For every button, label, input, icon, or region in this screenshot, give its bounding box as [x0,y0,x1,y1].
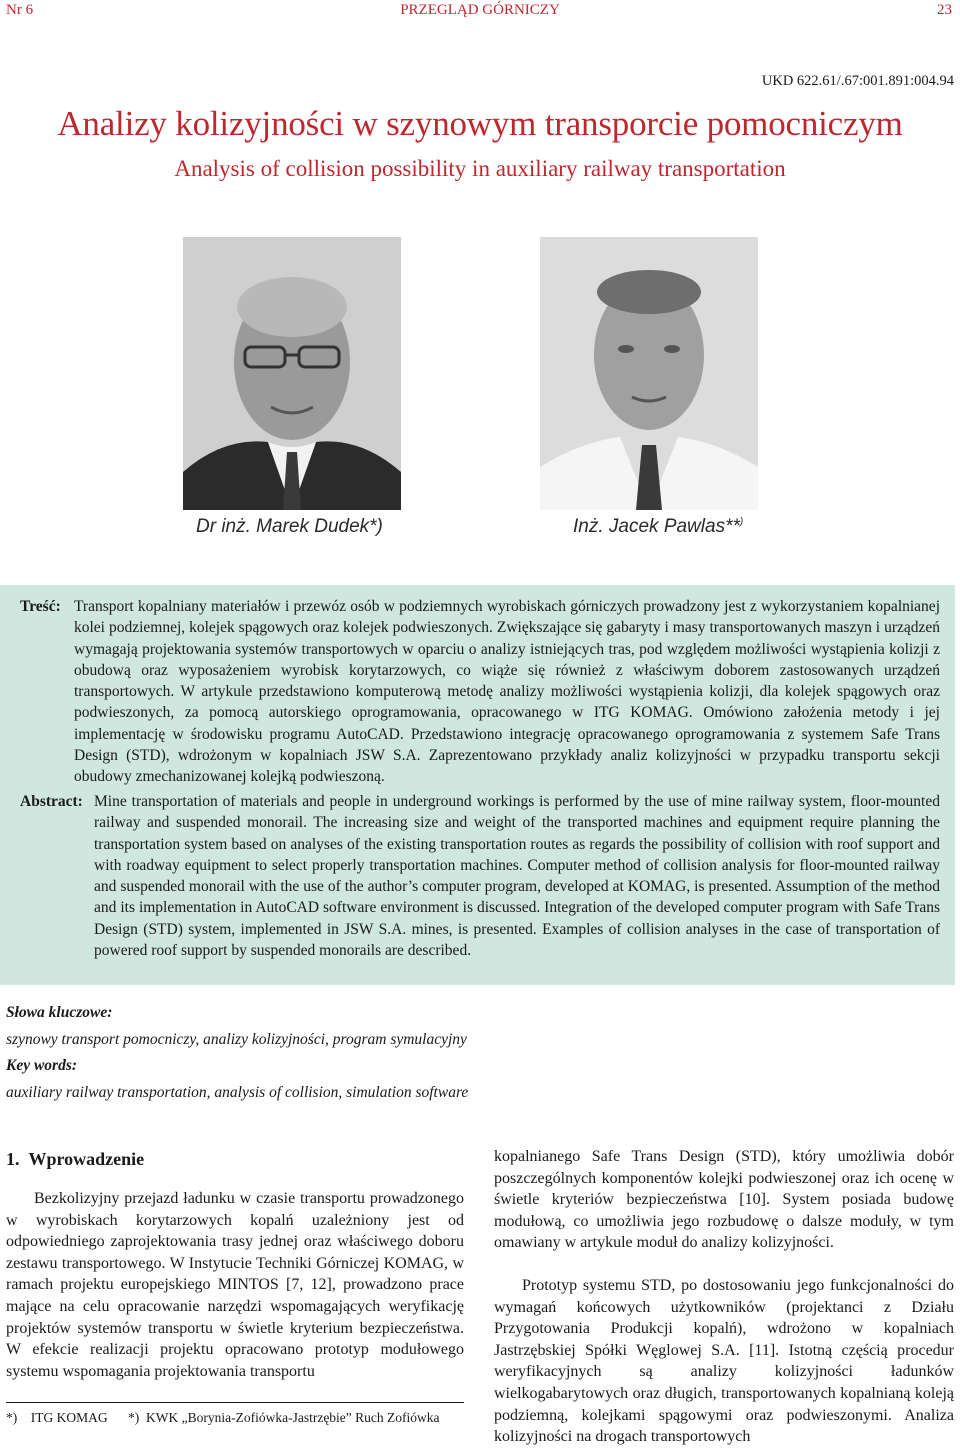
keywords-en-label: Key words: [6,1057,78,1074]
footnote-rule [6,1402,464,1403]
keywords-en: auxiliary railway transportation, analysis of collision, simulation software [6,1084,469,1101]
journal-name: PRZEGLĄD GÓRNICZY [400,2,560,18]
author-name: Inż. Jacek Pawlas** [573,516,740,537]
footnote-1-mark: *) [6,1410,18,1425]
section-heading [6,1149,144,1170]
ukd-code: UKD 622.61/.67:001.891:004.94 [761,73,954,89]
title-polish: Analizy kolizyjności w szynowym transporcie pomocniczym [57,104,903,143]
title-english: Analysis of collision possibility in auxiliary railway transportation [174,156,786,181]
footnote-2 [128,1410,440,1426]
author-footnote-mark: ) [739,516,744,528]
author-caption-pawlas [573,516,743,538]
tresc-label: Treść: [20,598,61,615]
section-title: Wprowadzenie [28,1149,145,1169]
author-caption-dudek: Dr inż. Marek Dudek*) [196,516,383,537]
author-photo-pawlas [540,237,758,510]
footnote-2-text: KWK „Borynia-Zofiówka-Jastrzębie” Ruch Zofiówka [146,1410,440,1425]
intro-paragraph-right-1: kopalnianego Safe Trans Design (STD), który umożliwia dobór poszczególnych komponentów kolejki podwieszonej oraz ich ocenę w świetle kryteriów bezpieczeństwa [10]. System posiada budowę modułową, co umożliwia jego rozbudowę o dalsze moduły, w tym omawiany w artykule moduł do analizy kolizyjności. [494,1148,954,1252]
page-number: 23 [937,2,952,18]
keywords-pl: szynowy transport pomocniczy, analizy kolizyjności, program symulacyjny [6,1031,467,1048]
author-photo-dudek [183,237,401,510]
footnote-2-mark: *) [128,1410,140,1425]
tresc-text: Transport kopalniany materiałów i przewóz osób w podziemnych wyrobiskach górniczych prowadzony jest z wykorzystaniem kopalnianej kolei podziemnej, kolejek spągowych oraz kolejek podwieszonych. Zwiększające się gabaryty i masy transportowanych maszyn i urządzeń wymagają projektowania systemów transportowych w oparciu o analizy istniejących tras, pod względem możliwości wystąpienia kolizji z obudową oraz wyposażeniem wyrobisk korytarzowych, co wiąże się również z właściwym doborem zastosowanych urządzeń transportowych. W artykule przedstawiono komputerową metodę analizy możliwości wystąpienia kolizji, dla kolejek spągowych oraz podwieszonych, za pomocą autorskiego oprogramowania, opracowanego w ITG KOMAG. Omówiono założenia metody i jej implementację w środowisku programu AutoCAD. Przedstawiono integrację opracowanego oprogramowania z systemem Safe Trans Design (STD), wdrożonym w kopalniach JSW S.A. Zaprezentowano przykłady analiz kolizyjności w przypadku transportu sekcji obudowy zmechanizowanej kolejką podwieszoną. [74,598,940,786]
intro-paragraph-right-2: Prototyp systemu STD, po dostosowaniu jego funkcjonalności do wymagań końcowych użytkowników (projektanci z Działu Przygotowania Produkcji kopalń), wdrożono w kopalniach Jastrzębskiej Spółki Węglowej S.A. [11]. Istotną częścią procedur weryfikacyjnych są analizy kolizyjności ładunków wielkogabarytowych oraz długich, transportowanych kopalnianą koleją podziemną, kolejkami spągowymi oraz podwieszonymi. Analiza kolizyjności na drogach transportowych [494,1277,954,1446]
section-number: 1. [6,1149,20,1169]
intro-paragraph-left: Bezkolizyjny przejazd ładunku w czasie transportu prowadzonego w wyrobiskach korytarzowych kopalń uzależniony jest od odpowiedniego zaprojektowania trasy jednej oraz właściwego doboru zestawu transportowego. W Instytucie Techniki Górniczej KOMAG, w ramach projektu europejskiego MINTOS [7, 12], prowadzono prace mające na celu opracowanie narzędzi wspomagających weryfikację projektów systemów transportu w świetle kryterium bezpieczeństwa. W efekcie realizacji projektu opracowano prototyp modułowego systemu wspomagania projektowania transportu [6,1190,464,1380]
abstract-box [0,585,955,985]
footnote-1 [6,1410,108,1426]
page-number-label: Nr 6 [6,2,34,18]
footnote-1-text: ITG KOMAG [30,1410,108,1425]
keywords-pl-label: Słowa kluczowe: [6,1004,113,1021]
abstract-label: Abstract: [20,793,83,810]
abstract-text: Mine transportation of materials and people in underground workings is performed by the use of mine railway system, floor-mounted railway and suspended monorail. The increasing size and weight of the transported machines and equipment require planning the transportation system based on analyses of the existing transportation routes as regards the possibility of collision with roof support and with roadway equipment to select properly transportation machines. Computer method of collision analysis for floor-mounted railway and suspended monorail with the use of the author’s computer program, developed at KOMAG, is presented. Assumption of the method and its implementation in AutoCAD software environment is discussed. Integration of the developed computer program with Safe Trans Design (STD) system, implemented in JSW S.A. mines, is presented. Examples of collision analyses in the case of transportation of powered roof support by suspended monorails are described. [94,793,940,960]
